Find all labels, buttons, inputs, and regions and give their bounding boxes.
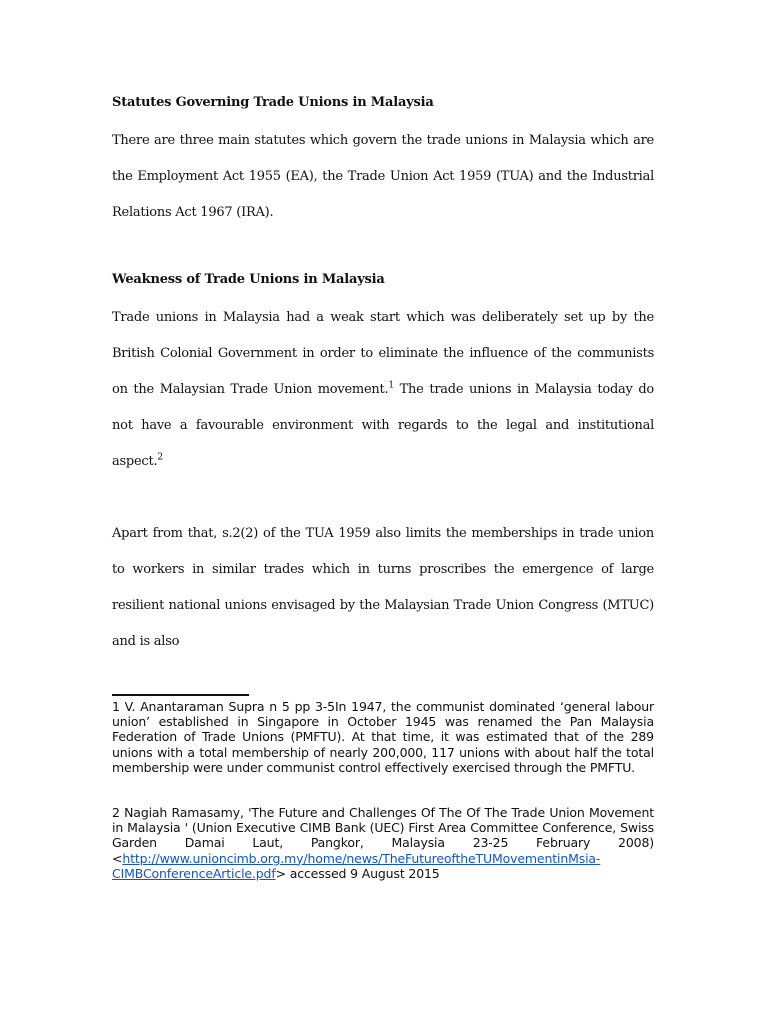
footnotes — [112, 699, 654, 881]
spacer — [112, 480, 654, 516]
footnote-ref-2[interactable]: 2 — [157, 452, 163, 463]
paragraph-weakness-1 — [112, 300, 654, 480]
paragraph-text: The trade unions in Malaysia today do not have a favourable environment with regards to the legal and institutional aspect. — [112, 382, 654, 469]
footnote-separator — [112, 694, 249, 696]
paragraph-text: Trade unions in Malaysia had a weak start which was deliberately set up by the British Colonial Government in order to eliminate the influence of the communists on the Malaysian Trade Union movement. — [112, 310, 654, 397]
document-body — [112, 88, 654, 660]
footnote-1: 1 V. Anantaraman Supra n 5 pp 3-5In 1947, the communist dominated ‘general labour union’ established in Singapore in October 1945 was renamed the Pan Malaysia Federation of Trade Unions (PMFTU). At that time, it was estimated that of the 289 unions with a total membership of nearly 200,000, 117 unions with about half the total membership were under communist control effectively exercised through the PMFTU. — [112, 699, 654, 775]
footnote-2-text: 2 Nagiah Ramasamy, 'The Future and Challenges Of The Of The Trade Union Movement in Malaysia ' (Union Executive CIMB Bank (UEC) First Area Committee Conference, Swiss Garden Damai Laut, Pangkor, Malaysia 23-25 February 2008)< — [112, 805, 654, 866]
spacer — [112, 231, 654, 265]
heading-statutes: Statutes Governing Trade Unions in Malaysia — [112, 95, 434, 110]
heading-weakness: Weakness of Trade Unions in Malaysia — [112, 272, 385, 287]
paragraph-statutes: There are three main statutes which govern the trade unions in Malaysia which are the Employment Act 1955 (EA), the Trade Union Act 1959 (TUA) and the Industrial Relations Act 1967 (IRA). — [112, 133, 654, 220]
footnote-ref-1[interactable]: 1 — [388, 380, 394, 391]
footnote-2 — [112, 805, 654, 881]
footnote-2-link[interactable]: http://www.unioncimb.org.my/home/news/TheFutureoftheTUMovementinMsia-CIMBConferenceArticle.pdf — [112, 850, 601, 881]
paragraph-weakness-2: Apart from that, s.2(2) of the TUA 1959 also limits the memberships in trade union to workers in similar trades which in turns proscribes the emergence of large resilient national unions envisaged by the Malaysian Trade Union Congress (MTUC) and is also — [112, 526, 654, 649]
footnote-2-accessed: > accessed 9 August 2015 — [275, 865, 440, 881]
